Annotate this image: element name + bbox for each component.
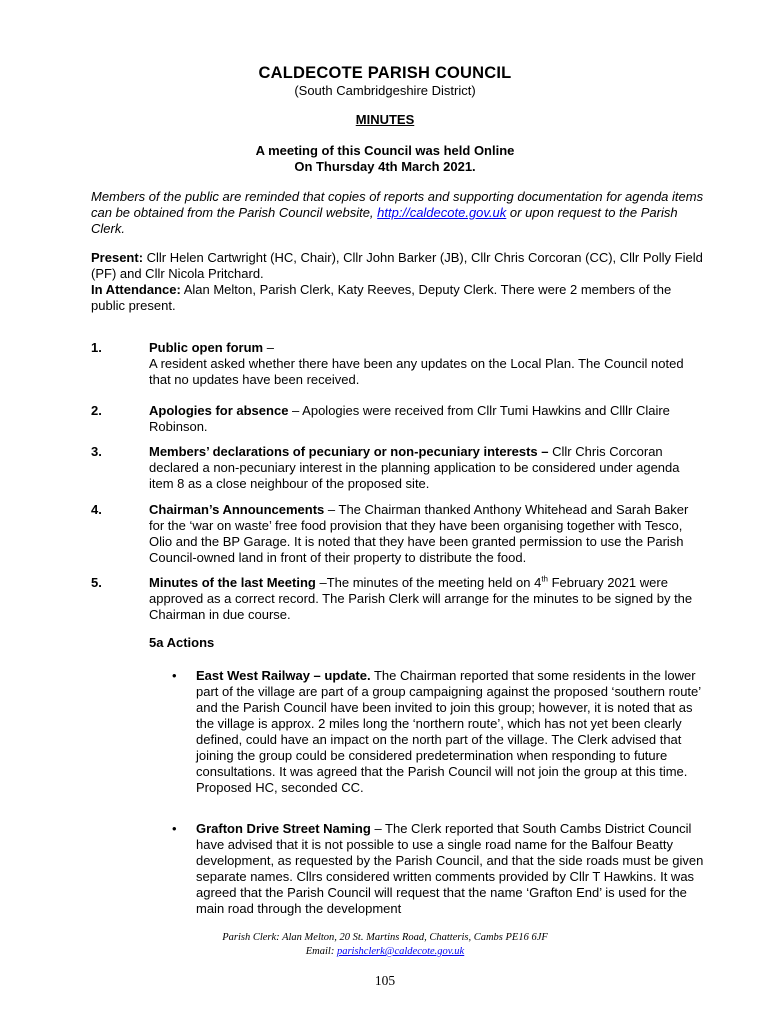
email-line <box>0 945 770 959</box>
bullet-body: – The Clerk reported that South Cambs District Council have advised that it is not possible to use a single road name for the Balfour Beatty development, as requested by the Parish Council, and that the side roads must be given separate names. Cllrs considered written comments provided by Cllr T Hawkins. It was agreed that the Parish Council will request that the name ‘Grafton End’ is used for the main road through the development <box>196 821 704 916</box>
item-heading: Minutes of the last Meeting <box>149 575 316 590</box>
item-body <box>149 444 705 492</box>
item-number: 4. <box>91 502 102 517</box>
actions-heading: 5a Actions <box>149 635 215 650</box>
present-text: Cllr Helen Cartwright (HC, Chair), Cllr John Barker (JB), Cllr Chris Corcoran (CC), Cllr Polly Field (PF) and Cllr Nicola Pritchard. <box>91 250 703 281</box>
clerk-address: Parish Clerk: Alan Melton, 20 St. Martins Road, Chatteris, Cambs PE16 6JF <box>222 932 548 943</box>
item-separator: – <box>324 502 339 517</box>
notice-text-before: Members of the public are reminded that copies of reports and supporting documentation for agenda items can be obtained from the Parish Council website, <box>91 189 704 220</box>
item-separator: – <box>288 403 303 418</box>
item-text: Apologies were received from Cllr Tumi Hawkins and Clllr Claire Robinson. <box>149 403 670 434</box>
item-number: 1. <box>91 340 102 355</box>
in-attendance-label: In Attendance: <box>91 282 181 297</box>
item-heading: Apologies for absence <box>149 403 289 418</box>
page-number: 105 <box>374 973 396 988</box>
item-heading: Public open forum <box>149 340 264 355</box>
item-text-b: February 2021 were approved as a correct record. The Parish Clerk will arrange for the minutes to be signed by the Chairman in due course. <box>149 575 693 622</box>
present-line <box>91 250 705 282</box>
item-separator: – <box>263 340 274 355</box>
bullet-icon: • <box>172 821 177 836</box>
meeting-info <box>0 143 770 175</box>
bullet-heading: East West Railway – update. <box>196 668 371 683</box>
email-link[interactable]: parishclerk@caldecote.gov.uk <box>336 946 465 957</box>
item-text: The Chairman thanked Anthony Whitehead and Sarah Baker for the ‘war on waste’ free food provision that they have been organising together with Tesco, Olio and the BP Garage. It is noted that they have been granted permission to use the Parish Council-owned land in front of their property to distribute the food. <box>149 502 689 565</box>
bullet-icon: • <box>172 668 177 683</box>
bullet-heading: Grafton Drive Street Naming <box>196 821 371 836</box>
item-number: 2. <box>91 403 102 418</box>
item-number: 3. <box>91 444 102 459</box>
item-body <box>149 340 705 388</box>
notice-text-after: or upon request to the Parish Clerk. <box>91 205 678 236</box>
council-title: CALDECOTE PARISH COUNCIL <box>258 64 512 82</box>
ordinal-suffix: th <box>541 574 548 584</box>
item-text: Cllr Chris Corcoran declared a non-pecuniary interest in the planning application to be considered under agenda item 8 as a close neighbour of the proposed site. <box>149 444 680 491</box>
public-notice <box>91 189 705 237</box>
bullet-text <box>196 668 705 796</box>
item-heading: Members’ declarations of pecuniary or non-pecuniary interests – <box>149 444 549 459</box>
in-attendance-text: Alan Melton, Parish Clerk, Katy Reeves, Deputy Clerk. There were 2 members of the public present. <box>91 282 672 313</box>
item-number: 5. <box>91 575 102 590</box>
item-body <box>149 575 705 623</box>
item-text-a: The minutes of the meeting held on 4 <box>326 575 542 590</box>
meeting-line-1: A meeting of this Council was held Online <box>255 143 515 158</box>
item-body <box>149 502 705 566</box>
district-subtitle: (South Cambridgeshire District) <box>294 83 476 98</box>
present-label: Present: <box>91 250 144 265</box>
attendance-block <box>91 250 705 314</box>
item-separator: – <box>315 575 327 590</box>
item-text: A resident asked whether there have been any updates on the Local Plan. The Council noted that no updates have been received. <box>149 356 684 387</box>
item-body <box>149 403 705 435</box>
meeting-line-2: On Thursday 4th March 2021. <box>294 159 476 174</box>
item-heading: Chairman’s Announcements <box>149 502 325 517</box>
website-link[interactable]: http://caldecote.gov.uk <box>377 205 507 220</box>
page-footer <box>0 931 770 959</box>
bullet-text <box>196 821 705 917</box>
in-attendance-line <box>91 282 705 314</box>
email-label: Email: <box>305 946 337 957</box>
bullet-body: The Chairman reported that some residents in the lower part of the village are part of a group campaigning against the proposed ‘southern route’ and the Parish Council have been invited to join this group; however, it is noted that as the village is approx. 2 miles long the ‘northern route’, which has not yet been clearly defined, could have an impact on the north part of the village. The Clerk advised that joining the group could be considered predetermination when responding to future consultations. It was agreed that the Parish Council will not join the group at this time. Proposed HC, seconded CC. <box>196 668 701 795</box>
minutes-heading: MINUTES <box>355 112 415 127</box>
